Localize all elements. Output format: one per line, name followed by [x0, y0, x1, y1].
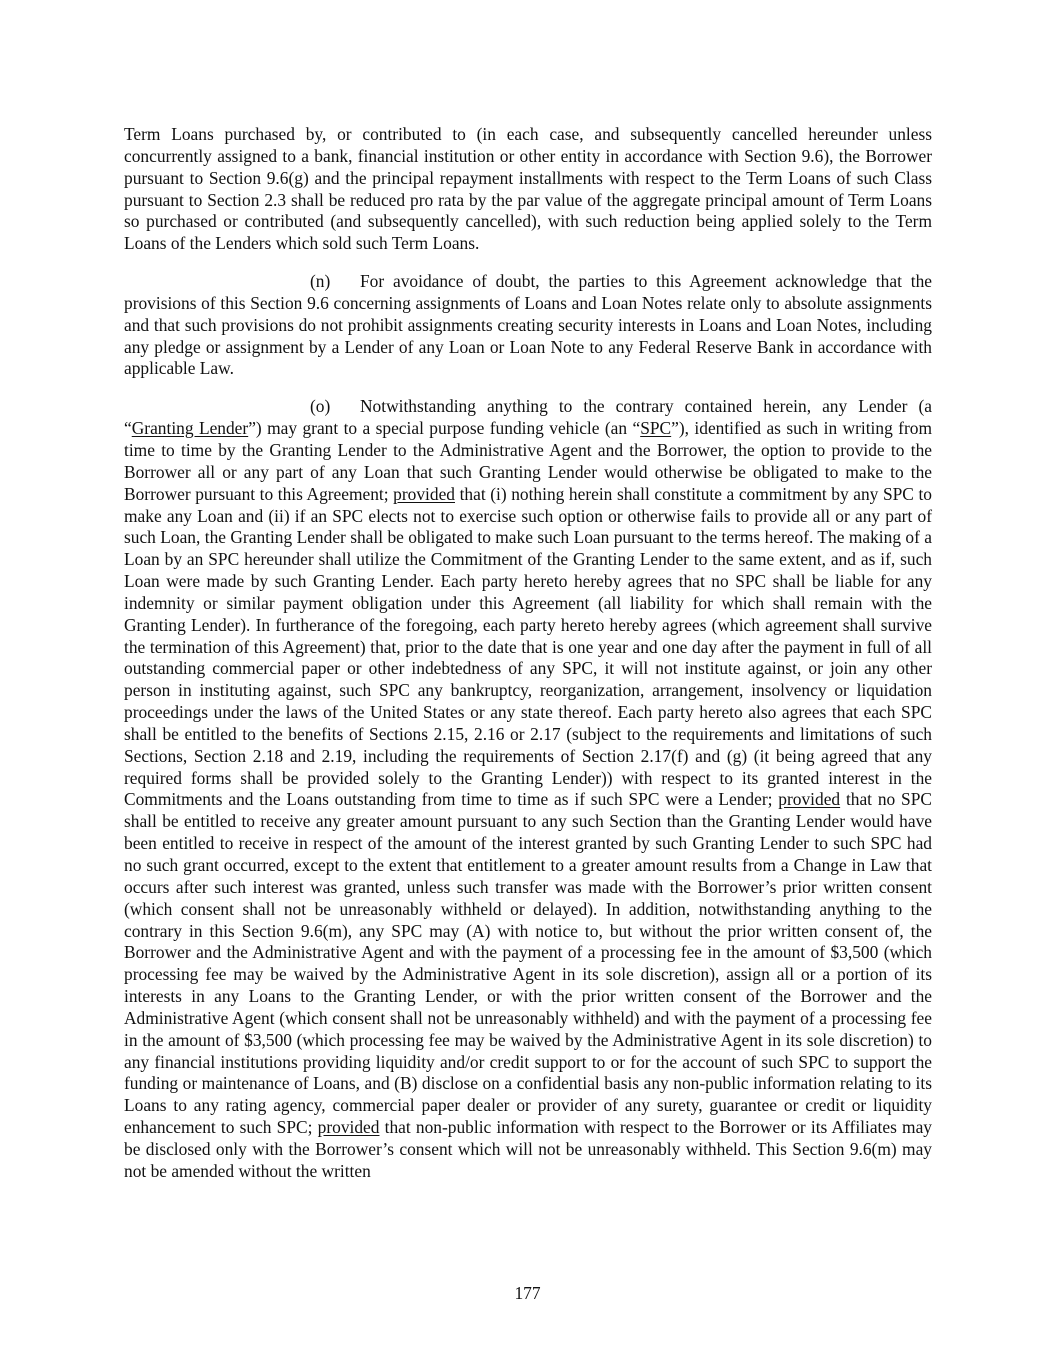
- paragraph-text: Term Loans purchased by, or contributed to (in each case, and subsequently cancelled hereunder unless concurrently assigned to a bank, financial institution or other entity in accordance with Section 9.6), the Borrower pursuant to Section 9.6(g) and the principal repayment installments with respect to the Term Loans of such Class pursuant to Section 2.3 shall be reduced pro rata by the par value of the aggregate principal amount of Term Loans so purchased or contributed (and subsequently cancelled), with such reduction being applied solely to the Term Loans of the Lenders which sold such Term Loans.: [124, 124, 932, 254]
- paragraph-text-segment: ”), identified as such in writing from time to time by the Granting Lender to the Administrative Agent and the Borrower, the option to provide to the Borrower all or any part of any Loan that such Granting Lender would otherwise be obligated to make to the Borrower pursuant to this Agreement;: [124, 418, 932, 504]
- defined-term-spc: SPC: [640, 418, 672, 439]
- paragraph-text: For avoidance of doubt, the parties to this Agreement acknowledge that the provisions of this Section 9.6 concerning assignments of Loans and Loan Notes relate only to absolute assignments and that such provisions do not prohibit assignments creating security interests in Loans and Loan Notes, including any pledge or assignment by a Lender of any Loan or Loan Note to any Federal Reserve Bank in accordance with applicable Law.: [124, 271, 932, 379]
- paragraph-marker: (o): [310, 396, 331, 417]
- page-number: 177: [514, 1283, 541, 1303]
- paragraph-text-segment: that no SPC shall be entitled to receive any greater amount pursuant to any such Section than the Granting Lender would have been entitled to receive in respect of the amount of the interest granted by such Granting Lender to such SPC had no such grant occurred, except to the extent that entitlement to a greater amount results from a Change in Law that occurs after such interest was granted, unless such transfer was made with the Borrower’s prior written consent (which consent shall not be unreasonably withheld or delayed). In addition, notwithstanding anything to the contrary in this Section 9.6(m), any SPC may (A) with notice to, but without the prior written consent of, the Borrower and the Administrative Agent and with the payment of a processing fee in the amount of $3,500 (which processing fee may be waived by the Administrative Agent in its sole discretion), assign all or a portion of its interests in any Loans to the Granting Lender, or with the prior written consent of the Borrower and the Administrative Agent (which consent shall not be unreasonably withheld) and with the payment of a processing fee in the amount of $3,500 (which processing fee may be waived by the Administrative Agent in its sole discretion) to any financial institutions providing liquidity and/or credit support to or for the account of such SPC to support the funding or maintenance of Loans, and (B) disclose on a confidential basis any non-public information relating to its Loans to any rating agency, commercial paper dealer or provider of any surety, guarantee or credit or liquidity enhancement to such SPC;: [124, 789, 932, 1138]
- provided-term: provided: [778, 789, 841, 810]
- document-page: [124, 124, 932, 1183]
- paragraph-continuation: [124, 124, 932, 255]
- paragraph-text-segment: ”) may grant to a special purpose funding vehicle (an “: [248, 418, 641, 439]
- paragraph-marker: (n): [310, 271, 331, 292]
- paragraph-text-segment: that non-public information with respect to the Borrower or its Affiliates may be disclosed only with the Borrower’s consent which will not be unreasonably withheld. This Section 9.6(m) may not be amended without the written: [124, 1117, 932, 1181]
- provided-term: provided: [317, 1117, 380, 1138]
- paragraph-text-segment: Notwithstanding anything to the contrary contained herein, any Lender (a “: [124, 396, 932, 439]
- paragraph-text-segment: that (i) nothing herein shall constitute a commitment by any SPC to make any Loan and (ii) if an SPC elects not to exercise such option or otherwise fails to provide all or any part of such Loan, the Granting Lender shall be obligated to make such Loan pursuant to the terms hereof. The making of a Loan by an SPC hereunder shall utilize the Commitment of the Granting Lender to the same extent, and as if, such Loan were made by such Granting Lender. Each party hereto hereby agrees that no SPC shall be liable for any indemnity or similar payment obligation under this Agreement (all liability for which shall remain with the Granting Lender). In furtherance of the foregoing, each party hereto hereby agrees (which agreement shall survive the termination of this Agreement) that, prior to the date that is one year and one day after the payment in full of all outstanding commercial paper or other indebtedness of any SPC, it will not institute against, or join any other person in instituting against, such SPC any bankruptcy, reorganization, arrangement, insolvency or liquidation proceedings under the laws of the United States or any state thereof. Each party hereto also agrees that each SPC shall be entitled to the benefits of Sections 2.15, 2.16 or 2.17 (subject to the requirements and limitations of such Sections, Section 2.18 and 2.19, including the requirements of Section 2.17(f) and (g) (it being agreed that any required forms shall be provided solely to the Granting Lender)) with respect to its granted interest in the Commitments and the Loans outstanding from time to time as if such SPC were a Lender;: [124, 483, 932, 810]
- paragraph-o: [124, 396, 932, 1182]
- defined-term-granting-lender: Granting Lender: [131, 418, 249, 439]
- paragraph-n: [124, 271, 932, 380]
- provided-term: provided: [393, 483, 455, 504]
